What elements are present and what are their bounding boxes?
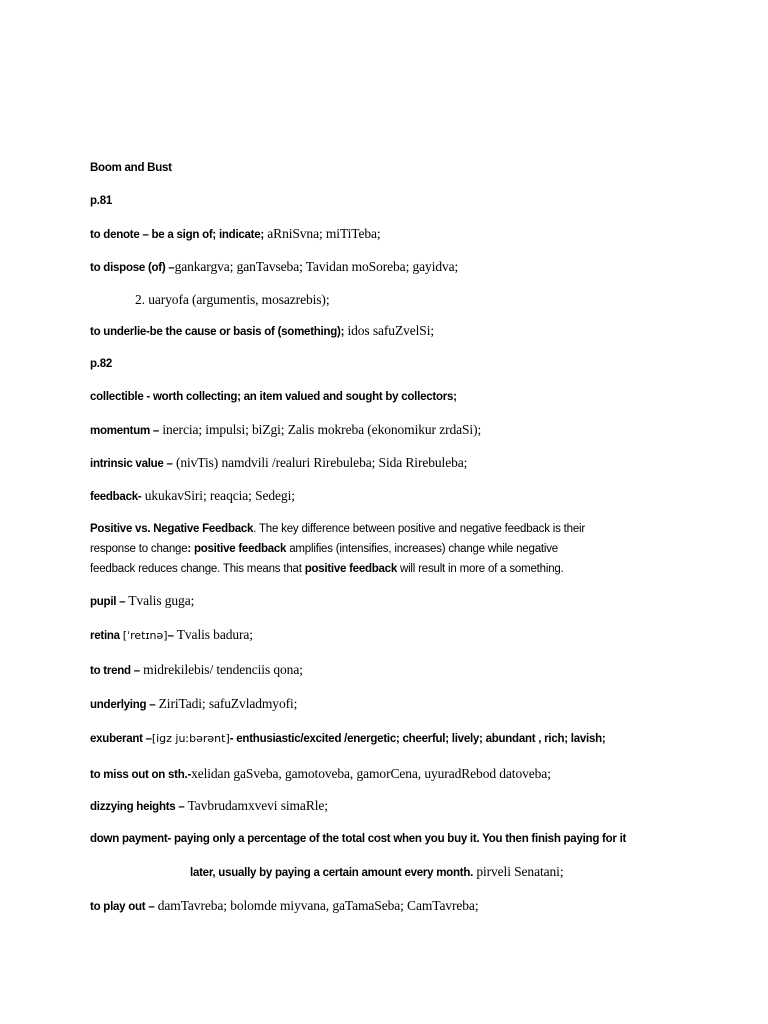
entry-translation: inercia; impulsi; biZgi; Zalis mokreba (ekonomikur zrdaSi); <box>159 422 482 437</box>
entry-underlie <box>90 322 434 340</box>
entry-momentum <box>90 421 481 439</box>
entry-translation: gankargva; ganTavseba; Tavidan moSoreba; gayidva; <box>174 259 459 274</box>
entry-pupil <box>90 592 194 610</box>
entry-dizzying-heights <box>90 797 328 815</box>
feedback-text: feedback reduces change. This means that <box>90 563 305 575</box>
entry-dispose-second-sense: 2. uaryofa (argumentis, mosazrebis); <box>135 292 330 307</box>
feedback-paragraph-line-1 <box>90 519 585 537</box>
entry-term: dizzying heights – <box>90 801 185 813</box>
entry-trend <box>90 661 303 679</box>
entry-translation: midrekilebis/ tendenciis qona; <box>139 662 303 677</box>
entry-pronunciation: [ˈretɪnə] <box>122 629 168 642</box>
entry-translation: idos safuZvelSi; <box>344 323 434 338</box>
page-marker-82: p.82 <box>90 358 113 370</box>
entry-definition: later, usually by paying a certain amount every month. <box>190 867 474 879</box>
entry-term: underlying – <box>90 699 156 711</box>
entry-term: momentum – <box>90 425 160 437</box>
entry-miss-out <box>90 765 551 783</box>
entry-underlying <box>90 695 297 713</box>
entry-translation: Tvalis badura; <box>173 627 253 642</box>
entry-translation: pirveli Senatani; <box>473 864 564 879</box>
entry-exuberant <box>90 729 605 747</box>
entry-retina <box>90 626 253 644</box>
entry-dispose <box>90 258 458 276</box>
document-title: Boom and Bust <box>90 162 172 174</box>
feedback-text: response to change <box>90 543 188 555</box>
entry-definition: - enthusiastic/excited /energetic; cheerful; lively; abundant , rich; lavish; <box>229 733 606 745</box>
entry-translation: ukukavSiri; reaqcia; Sedegi; <box>141 488 295 503</box>
entry-dash: – <box>167 630 174 642</box>
entry-translation: ZiriTadi; safuZvladmyofi; <box>155 696 298 711</box>
entry-translation: aRniSvna; miTiTeba; <box>264 226 381 241</box>
entry-down-payment: down payment- paying only a percentage of the total cost when you buy it. You then finish paying for it <box>90 833 627 845</box>
entry-translation: xelidan gaSveba, gamotoveba, gamorCena, uyuradRebod datoveba; <box>191 766 551 781</box>
entry-translation: Tavbrudamxvevi simaRle; <box>184 798 328 813</box>
entry-term: to trend – <box>90 665 140 677</box>
feedback-heading: Positive vs. Negative Feedback <box>90 523 254 535</box>
feedback-text: amplifies (intensifies, increases) change while negative <box>286 543 558 555</box>
feedback-paragraph-line-2 <box>90 539 558 557</box>
entry-term: to denote – be a sign of; indicate; <box>90 229 264 241</box>
entry-term: to miss out on sth.- <box>90 769 192 781</box>
entry-pronunciation: [igz juːbərənt] <box>151 732 230 745</box>
entry-denote <box>90 225 381 243</box>
entry-translation: (nivTis) namdvili /realuri Rirebuleba; Sida Rirebuleba; <box>172 455 468 470</box>
page-marker-81: p.81 <box>90 195 113 207</box>
entry-translation: Tvalis guga; <box>125 593 195 608</box>
entry-collectible: collectible - worth collecting; an item valued and sought by collectors; <box>90 391 457 403</box>
entry-term: to play out – <box>90 901 155 913</box>
entry-term: to dispose (of) – <box>90 262 175 274</box>
feedback-emphasis: positive feedback <box>304 563 397 575</box>
entry-down-payment-continuation <box>190 863 563 881</box>
entry-term: feedback- <box>90 491 142 503</box>
entry-term: exuberant – <box>90 733 152 745</box>
feedback-emphasis: : positive feedback <box>187 543 287 555</box>
entry-intrinsic-value <box>90 454 467 472</box>
entry-term: pupil – <box>90 596 126 608</box>
feedback-paragraph-line-3 <box>90 559 564 577</box>
entry-term: intrinsic value – <box>90 458 173 470</box>
entry-term: to underlie-be the cause or basis of (something); <box>90 326 345 338</box>
feedback-text: . The key difference between positive and negative feedback is their <box>253 523 586 535</box>
entry-feedback <box>90 487 295 505</box>
entry-translation: damTavreba; bolomde miyvana, gaTamaSeba; CamTavreba; <box>154 898 479 913</box>
entry-term: retina <box>90 630 123 642</box>
feedback-text: will result in more of a something. <box>396 563 564 575</box>
entry-play-out <box>90 897 478 915</box>
